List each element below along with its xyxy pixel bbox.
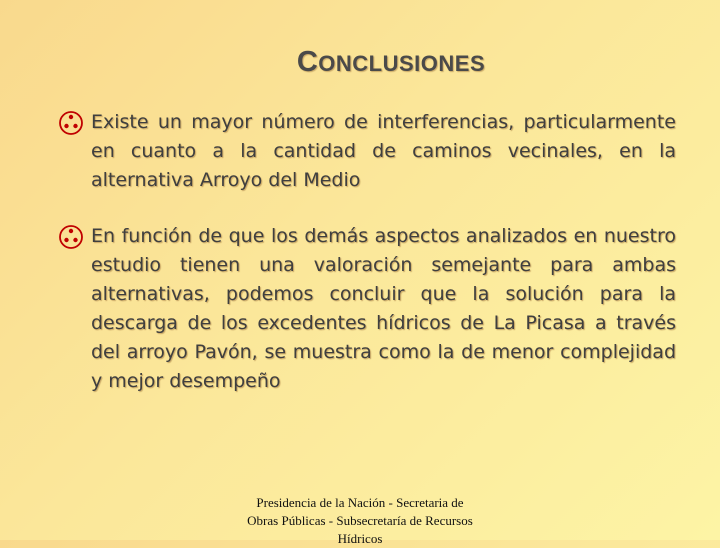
circle-three-dots-icon — [58, 110, 90, 136]
bullet-text: Existe un mayor número de interferencias, particularmente en cuanto a la cantidad de caminos vecinales, en la alternativa Arroyo del Medio — [91, 111, 676, 191]
bullet-text: En función de que los demás aspectos analizados en nuestro estudio tienen una valoración semejante para ambas alternativas, podemos concluir que la solución para la descarga de los excedentes hídricos de La Picasa a través del arroyo Pavón, se muestra como la de menor complejidad y mejor desempeño — [91, 225, 676, 392]
bullet-item — [58, 108, 676, 195]
slide-title-rest: ONCLUSIONES — [318, 51, 486, 76]
slide-title — [0, 46, 720, 79]
circle-three-dots-icon — [58, 224, 90, 250]
bullet-item — [58, 222, 676, 396]
footer-text: Presidencia de la Nación - Secretaria de Obras Públicas - Subsecretaría de Recursos Hídricos — [247, 495, 473, 546]
slide-title-initial: C — [296, 46, 319, 78]
